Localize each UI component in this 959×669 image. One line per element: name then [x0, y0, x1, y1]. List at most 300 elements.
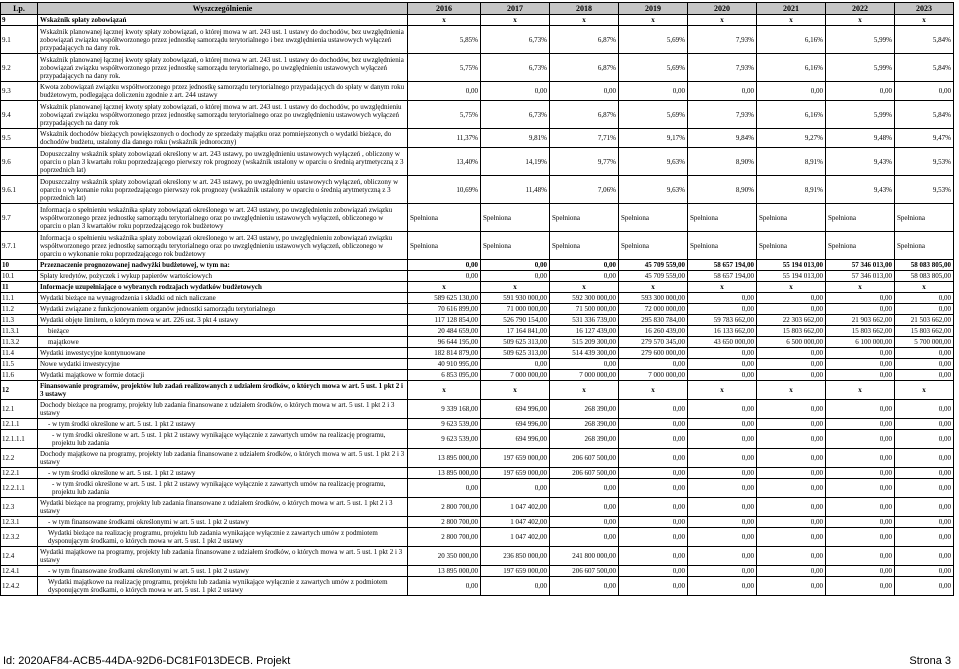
value-cell: x	[826, 381, 895, 400]
value-cell: 197 659 000,00	[481, 566, 550, 577]
value-cell: 5,75%	[408, 101, 481, 129]
row-description: - w tym środki określone w art. 5 ust. 1 pkt 2 ustawy	[38, 468, 408, 479]
value-cell: x	[895, 15, 954, 26]
value-cell: 5,75%	[408, 54, 481, 82]
row-number: 11.4	[1, 348, 38, 359]
value-cell: 9,48%	[826, 129, 895, 148]
value-cell: 6,73%	[481, 54, 550, 82]
value-cell: 70 616 899,00	[408, 304, 481, 315]
row-description: Wydatki objęte limitem, o którym mowa w art. 226 ust. 3 pkt 4 ustawy	[38, 315, 408, 326]
value-cell: 0,00	[688, 566, 757, 577]
row-number: 12.3	[1, 498, 38, 517]
value-cell: 7,06%	[550, 176, 619, 204]
value-cell: Spełniona	[408, 232, 481, 260]
value-cell: 0,00	[619, 566, 688, 577]
value-cell: x	[481, 15, 550, 26]
value-cell: 268 390,00	[550, 430, 619, 449]
value-cell: 9,27%	[757, 129, 826, 148]
table-row	[1, 547, 954, 566]
table-row	[1, 271, 954, 282]
column-header: 2023	[895, 3, 954, 15]
table-row	[1, 359, 954, 370]
table-row	[1, 293, 954, 304]
value-cell: 182 814 879,00	[408, 348, 481, 359]
value-cell: 0,00	[895, 498, 954, 517]
value-cell: 0,00	[826, 547, 895, 566]
row-description: majątkowe	[38, 337, 408, 348]
value-cell: 0,00	[826, 479, 895, 498]
row-description: Dochody bieżące na programy, projekty lub zadania finansowane z udziałem środków, o których mowa w art. 5 ust. 1 pkt 2 i 3 ustawy	[38, 400, 408, 419]
value-cell: 0,00	[550, 528, 619, 547]
table-row	[1, 400, 954, 419]
value-cell: 0,00	[757, 577, 826, 596]
table-row	[1, 419, 954, 430]
value-cell: 13 895 000,00	[408, 468, 481, 479]
row-number: 11.2	[1, 304, 38, 315]
value-cell: 0,00	[619, 479, 688, 498]
value-cell: x	[481, 282, 550, 293]
value-cell: 0,00	[619, 468, 688, 479]
value-cell: x	[895, 282, 954, 293]
value-cell: 72 000 000,00	[619, 304, 688, 315]
row-description: bieżące	[38, 326, 408, 337]
row-number: 9.6	[1, 148, 38, 176]
row-description: - w tym finansowane środkami określonymi w art. 5 ust. 1 pkt 2 ustawy	[38, 517, 408, 528]
value-cell: 9,47%	[895, 129, 954, 148]
value-cell: Spełniona	[550, 232, 619, 260]
column-header: 2022	[826, 3, 895, 15]
row-number: 9.2	[1, 54, 38, 82]
value-cell: 0,00	[408, 271, 481, 282]
value-cell: 0,00	[481, 577, 550, 596]
value-cell: 0,00	[688, 498, 757, 517]
value-cell: 0,00	[826, 370, 895, 381]
value-cell: 0,00	[826, 400, 895, 419]
value-cell: x	[688, 282, 757, 293]
value-cell: 71 000 000,00	[481, 304, 550, 315]
row-number: 12.4.1	[1, 566, 38, 577]
row-description: Wskaźnik planowanej łącznej kwoty spłaty zobowiązań, o której mowa w art. 243 ust. 1 ustawy do dochodów, bez uwzględnienia zobowiązań związku współtworzonego przez jednostkę samorządu terytorialnego i bez uwzględnienia ustawowych wyłączeń przypadających na dany rok.	[38, 26, 408, 54]
value-cell: 0,00	[895, 479, 954, 498]
value-cell: 16 133 662,00	[688, 326, 757, 337]
row-description: Nowe wydatki inwestycyjne	[38, 359, 408, 370]
value-cell: 5,85%	[408, 26, 481, 54]
value-cell: 0,00	[895, 359, 954, 370]
value-cell: 0,00	[550, 517, 619, 528]
row-description: Wydatki bieżące na realizację programu, projektu lub zadania wynikające wyłącznie z zawartych umów z podmiotem dysponującym środkami, o których mowa w art. 5 ust. 1 pkt 2 ustawy	[38, 528, 408, 547]
table-row	[1, 148, 954, 176]
wpf-table	[0, 2, 954, 596]
value-cell: 509 625 313,00	[481, 348, 550, 359]
row-description: Finansowanie programów, projektów lub zadań realizowanych z udziałem środków, o których mowa w art. 5 ust. 1 pkt 2 i 3 ustawy	[38, 381, 408, 400]
value-cell: 0,00	[688, 419, 757, 430]
value-cell: 11,37%	[408, 129, 481, 148]
value-cell: x	[550, 381, 619, 400]
value-cell: 0,00	[826, 359, 895, 370]
row-description: Dopuszczalny wskaźnik spłaty zobowiązań określony w art. 243 ustawy, po uwzględnieniu ustawowych wyłączeń, obliczony w oparciu o wykonanie roku poprzedzającego pierwszy rok prognozy (wskaźnik ustalony w oparciu o średnią arytmetyczną z 3 poprzednich lat)	[38, 176, 408, 204]
value-cell: 0,00	[688, 528, 757, 547]
value-cell: 16 127 439,00	[550, 326, 619, 337]
value-cell: 55 194 013,00	[757, 271, 826, 282]
value-cell: 0,00	[826, 449, 895, 468]
row-number: 9	[1, 15, 38, 26]
value-cell: 5,99%	[826, 26, 895, 54]
value-cell: 9 339 168,00	[408, 400, 481, 419]
table-row	[1, 26, 954, 54]
value-cell: 0,00	[757, 293, 826, 304]
value-cell: 197 659 000,00	[481, 449, 550, 468]
value-cell: 0,00	[826, 498, 895, 517]
value-cell: 694 996,00	[481, 400, 550, 419]
value-cell: 9,63%	[619, 176, 688, 204]
value-cell: 0,00	[895, 293, 954, 304]
value-cell: 5,84%	[895, 26, 954, 54]
value-cell: 7,93%	[688, 54, 757, 82]
row-description: Wskaźnik planowanej łącznej kwoty spłaty zobowiązań, o której mowa w art. 243 ust. 1 ustawy do dochodów, bez uwzględnienia zobowiązań związku współtworzonego przez jednostkę samorządu terytorialnego, po uwzględnieniu ustawowych wyłączeń przypadających na dany rok.	[38, 54, 408, 82]
value-cell: 59 783 662,00	[688, 315, 757, 326]
value-cell: 0,00	[619, 577, 688, 596]
row-number: 12.2	[1, 449, 38, 468]
row-number: 11.3	[1, 315, 38, 326]
value-cell: 6,16%	[757, 101, 826, 129]
value-cell: 0,00	[826, 293, 895, 304]
value-cell: 0,00	[550, 359, 619, 370]
column-header: 2019	[619, 3, 688, 15]
table-row	[1, 15, 954, 26]
value-cell: 0,00	[826, 348, 895, 359]
column-header: 2021	[757, 3, 826, 15]
value-cell: 9,53%	[895, 176, 954, 204]
value-cell: 0,00	[619, 449, 688, 468]
page-number: Strona 3	[909, 655, 951, 667]
value-cell: x	[757, 15, 826, 26]
value-cell: 0,00	[619, 82, 688, 101]
value-cell: 1 047 402,00	[481, 517, 550, 528]
table-row	[1, 176, 954, 204]
value-cell: 206 607 500,00	[550, 566, 619, 577]
value-cell: 0,00	[895, 528, 954, 547]
value-cell: 9,43%	[826, 176, 895, 204]
row-description: - w tym środki określone w art. 5 ust. 1 pkt 2 ustawy	[38, 419, 408, 430]
value-cell: 16 260 439,00	[619, 326, 688, 337]
row-description: Informacja o spełnieniu wskaźnika spłaty zobowiązań określonego w art. 243 ustawy, po uwzględnieniu zobowiązań związku współtworzonego przez jednostkę samorządu terytorialnego oraz po uwzględnieniu ustawowych wyłączeń, obliczonego w oparciu o wykonanie roku poprzedzającego rok budżetowy	[38, 232, 408, 260]
value-cell: 0,00	[481, 82, 550, 101]
value-cell: 0,00	[826, 82, 895, 101]
value-cell: x	[895, 381, 954, 400]
row-number: 11.1	[1, 293, 38, 304]
row-number: 11.3.2	[1, 337, 38, 348]
value-cell: 279 570 345,00	[619, 337, 688, 348]
value-cell: 268 390,00	[550, 419, 619, 430]
value-cell: 0,00	[550, 271, 619, 282]
value-cell: 0,00	[826, 304, 895, 315]
value-cell: x	[688, 381, 757, 400]
value-cell: 5,99%	[826, 54, 895, 82]
value-cell: 0,00	[408, 577, 481, 596]
table-row	[1, 348, 954, 359]
row-number: 9.6.1	[1, 176, 38, 204]
value-cell: 0,00	[757, 449, 826, 468]
table-row	[1, 54, 954, 82]
value-cell: 5 700 000,00	[895, 337, 954, 348]
value-cell: 0,00	[550, 82, 619, 101]
row-number: 10	[1, 260, 38, 271]
value-cell: 0,00	[757, 547, 826, 566]
value-cell: 0,00	[481, 479, 550, 498]
value-cell: 6,87%	[550, 101, 619, 129]
row-number: 12.1	[1, 400, 38, 419]
value-cell: 6,16%	[757, 26, 826, 54]
value-cell: 22 303 662,00	[757, 315, 826, 326]
value-cell: x	[550, 15, 619, 26]
value-cell: 0,00	[826, 577, 895, 596]
value-cell: 6,87%	[550, 54, 619, 82]
table-row	[1, 566, 954, 577]
value-cell: 1 047 402,00	[481, 528, 550, 547]
row-number: 9.5	[1, 129, 38, 148]
value-cell: 6,16%	[757, 54, 826, 82]
table-row	[1, 370, 954, 381]
table-row	[1, 381, 954, 400]
value-cell: 0,00	[895, 577, 954, 596]
value-cell: x	[757, 282, 826, 293]
value-cell: 5,84%	[895, 54, 954, 82]
value-cell: 11,48%	[481, 176, 550, 204]
value-cell: x	[619, 282, 688, 293]
row-description: - w tym finansowane środkami określonymi w art. 5 ust. 1 pkt 2 ustawy	[38, 566, 408, 577]
value-cell: Spełniona	[895, 232, 954, 260]
value-cell: 6,87%	[550, 26, 619, 54]
value-cell: Spełniona	[688, 232, 757, 260]
value-cell: x	[550, 282, 619, 293]
value-cell: 0,00	[619, 430, 688, 449]
value-cell: 21 903 662,00	[826, 315, 895, 326]
value-cell: 0,00	[688, 479, 757, 498]
row-number: 12.3.1	[1, 517, 38, 528]
row-description: Wskaźnik spłaty zobowiązań	[38, 15, 408, 26]
value-cell: x	[826, 282, 895, 293]
value-cell: 531 336 739,00	[550, 315, 619, 326]
value-cell: Spełniona	[481, 204, 550, 232]
value-cell: 15 803 662,00	[895, 326, 954, 337]
value-cell: 0,00	[619, 528, 688, 547]
table-row	[1, 129, 954, 148]
value-cell: Spełniona	[408, 204, 481, 232]
value-cell: Spełniona	[688, 204, 757, 232]
row-number: 11.6	[1, 370, 38, 381]
table-row	[1, 468, 954, 479]
row-number: 11	[1, 282, 38, 293]
table-row	[1, 232, 954, 260]
value-cell: 0,00	[408, 479, 481, 498]
value-cell: 0,00	[688, 82, 757, 101]
value-cell: Spełniona	[895, 204, 954, 232]
value-cell: 0,00	[550, 260, 619, 271]
value-cell: 0,00	[895, 419, 954, 430]
value-cell: 57 346 013,00	[826, 271, 895, 282]
value-cell: 0,00	[757, 370, 826, 381]
value-cell: x	[688, 15, 757, 26]
table-row	[1, 315, 954, 326]
row-description: - w tym środki określone w art. 5 ust. 1 pkt 2 ustawy wynikające wyłącznie z zawartych umów na realizację programu, projektu lub zadania	[38, 479, 408, 498]
value-cell: 0,00	[895, 348, 954, 359]
value-cell: 0,00	[895, 468, 954, 479]
value-cell: Spełniona	[619, 232, 688, 260]
table-row	[1, 337, 954, 348]
value-cell: 0,00	[757, 498, 826, 517]
value-cell: 0,00	[619, 419, 688, 430]
column-header: 2017	[481, 3, 550, 15]
value-cell: 9,53%	[895, 148, 954, 176]
value-cell: 0,00	[550, 577, 619, 596]
value-cell: 0,00	[757, 479, 826, 498]
value-cell: 58 083 805,00	[895, 271, 954, 282]
value-cell: 45 709 559,00	[619, 260, 688, 271]
value-cell: 0,00	[757, 566, 826, 577]
value-cell: 9,17%	[619, 129, 688, 148]
table-row	[1, 577, 954, 596]
value-cell: 0,00	[895, 400, 954, 419]
table-row	[1, 528, 954, 547]
row-number: 12.1.1.1	[1, 430, 38, 449]
row-description: Dochody majątkowe na programy, projekty lub zadania finansowane z udziałem środków, o których mowa w art. 5 ust. 1 pkt 2 i 3 ustawy	[38, 449, 408, 468]
value-cell: 2 800 700,00	[408, 517, 481, 528]
column-header: 2020	[688, 3, 757, 15]
value-cell: 0,00	[757, 468, 826, 479]
value-cell: 57 346 013,00	[826, 260, 895, 271]
row-number: 9.1	[1, 26, 38, 54]
row-number: 12	[1, 381, 38, 400]
row-number: 9.3	[1, 82, 38, 101]
value-cell: x	[408, 381, 481, 400]
value-cell: 6,73%	[481, 101, 550, 129]
value-cell: x	[619, 381, 688, 400]
row-number: 12.2.1	[1, 468, 38, 479]
value-cell: 0,00	[481, 260, 550, 271]
value-cell: 514 439 300,00	[550, 348, 619, 359]
value-cell: 6 853 095,00	[408, 370, 481, 381]
value-cell: x	[408, 15, 481, 26]
value-cell: 0,00	[688, 468, 757, 479]
value-cell: 0,00	[619, 400, 688, 419]
value-cell: 0,00	[481, 271, 550, 282]
row-description: Wydatki związane z funkcjonowaniem organów jednostki samorządu terytorialnego	[38, 304, 408, 315]
value-cell: x	[826, 15, 895, 26]
table-row	[1, 449, 954, 468]
value-cell: 694 996,00	[481, 430, 550, 449]
value-cell: 0,00	[757, 304, 826, 315]
value-cell: 0,00	[757, 430, 826, 449]
value-cell: 7 000 000,00	[481, 370, 550, 381]
row-description: Kwota zobowiązań związku współtworzonego przez jednostkę samorządu terytorialnego przypadających do spłaty w danym roku budżetowym, podlegająca doliczeniu zgodnie z art. 244 ustawy	[38, 82, 408, 101]
value-cell: 0,00	[826, 468, 895, 479]
value-cell: 9,63%	[619, 148, 688, 176]
row-description: Wydatki majątkowe na realizację programu, projektu lub zadania wynikające wyłącznie z zawartych umów z podmiotem dysponującym środkami, o których mowa w art. 5 ust. 1 pkt 2 ustawy	[38, 577, 408, 596]
value-cell: 241 800 000,00	[550, 547, 619, 566]
value-cell: 0,00	[688, 370, 757, 381]
value-cell: 0,00	[757, 400, 826, 419]
value-cell: Spełniona	[757, 204, 826, 232]
value-cell: 45 709 559,00	[619, 271, 688, 282]
table-row	[1, 326, 954, 337]
row-number: 12.3.2	[1, 528, 38, 547]
value-cell: 8,91%	[757, 176, 826, 204]
value-cell: 7 000 000,00	[550, 370, 619, 381]
table-row	[1, 304, 954, 315]
value-cell: 0,00	[895, 566, 954, 577]
value-cell: 0,00	[619, 517, 688, 528]
value-cell: 0,00	[757, 359, 826, 370]
value-cell: 295 830 784,00	[619, 315, 688, 326]
value-cell: 9 623 539,00	[408, 430, 481, 449]
value-cell: 1 047 402,00	[481, 498, 550, 517]
row-description: Wydatki majątkowe na programy, projekty lub zadania finansowane z udziałem środków, o których mowa w art. 5 ust. 1 pkt 2 i 3 ustawy	[38, 547, 408, 566]
value-cell: 0,00	[757, 82, 826, 101]
value-cell: 0,00	[619, 498, 688, 517]
value-cell: 0,00	[757, 348, 826, 359]
value-cell: 9 623 539,00	[408, 419, 481, 430]
value-cell: 0,00	[757, 419, 826, 430]
row-description: Przeznaczenie prognozowanej nadwyżki budżetowej, w tym na:	[38, 260, 408, 271]
value-cell: 0,00	[688, 577, 757, 596]
row-number: 9.7	[1, 204, 38, 232]
value-cell: 8,90%	[688, 148, 757, 176]
value-cell: 7,93%	[688, 101, 757, 129]
value-cell: 0,00	[688, 348, 757, 359]
value-cell: 7,71%	[550, 129, 619, 148]
value-cell: 5,84%	[895, 101, 954, 129]
value-cell: x	[757, 381, 826, 400]
value-cell: 0,00	[408, 260, 481, 271]
value-cell: x	[619, 15, 688, 26]
value-cell: 5,99%	[826, 101, 895, 129]
value-cell: Spełniona	[550, 204, 619, 232]
value-cell: 0,00	[688, 449, 757, 468]
value-cell: 7 000 000,00	[619, 370, 688, 381]
value-cell: 6 500 000,00	[757, 337, 826, 348]
row-number: 11.3.1	[1, 326, 38, 337]
value-cell: 2 800 700,00	[408, 528, 481, 547]
row-description: Wydatki inwestycyjne kontynuowane	[38, 348, 408, 359]
value-cell: 0,00	[481, 359, 550, 370]
value-cell: 206 607 500,00	[550, 468, 619, 479]
value-cell: 117 128 854,00	[408, 315, 481, 326]
table-row	[1, 260, 954, 271]
value-cell: 197 659 000,00	[481, 468, 550, 479]
value-cell: 0,00	[826, 430, 895, 449]
value-cell: 58 083 805,00	[895, 260, 954, 271]
table-row	[1, 82, 954, 101]
row-description: Wskaźnik planowanej łącznej kwoty spłaty zobowiązań, o której mowa w art. 243 ust. 1 ustawy do dochodów, po uwzględnieniu zobowiązań związku współtworzonego przez jednostkę samorządu terytorialnego oraz po uwzględnieniu ustawowych wyłączeń przypadających na dany rok	[38, 101, 408, 129]
column-header: Lp.	[1, 3, 38, 15]
value-cell: 10,69%	[408, 176, 481, 204]
value-cell: 14,19%	[481, 148, 550, 176]
row-number: 12.1.1	[1, 419, 38, 430]
value-cell: 2 800 700,00	[408, 498, 481, 517]
row-description: Wskaźnik dochodów bieżących powiększonych o dochody ze sprzedaży majątku oraz pomniejszonych o wydatki bieżące, do dochodów budżetu, ustalony dla danego roku (wskaźnik jednoroczny)	[38, 129, 408, 148]
value-cell: 0,00	[619, 359, 688, 370]
value-cell: 15 803 662,00	[826, 326, 895, 337]
value-cell: 9,84%	[688, 129, 757, 148]
row-number: 10.1	[1, 271, 38, 282]
value-cell: 592 300 000,00	[550, 293, 619, 304]
row-number: 11.5	[1, 359, 38, 370]
table-row	[1, 498, 954, 517]
value-cell: 0,00	[895, 82, 954, 101]
row-description: Wydatki bieżące na programy, projekty lub zadania finansowane z udziałem środków, o których mowa w art. 5 ust. 1 pkt 2 i 3 ustawy	[38, 498, 408, 517]
value-cell: x	[408, 282, 481, 293]
row-number: 12.2.1.1	[1, 479, 38, 498]
